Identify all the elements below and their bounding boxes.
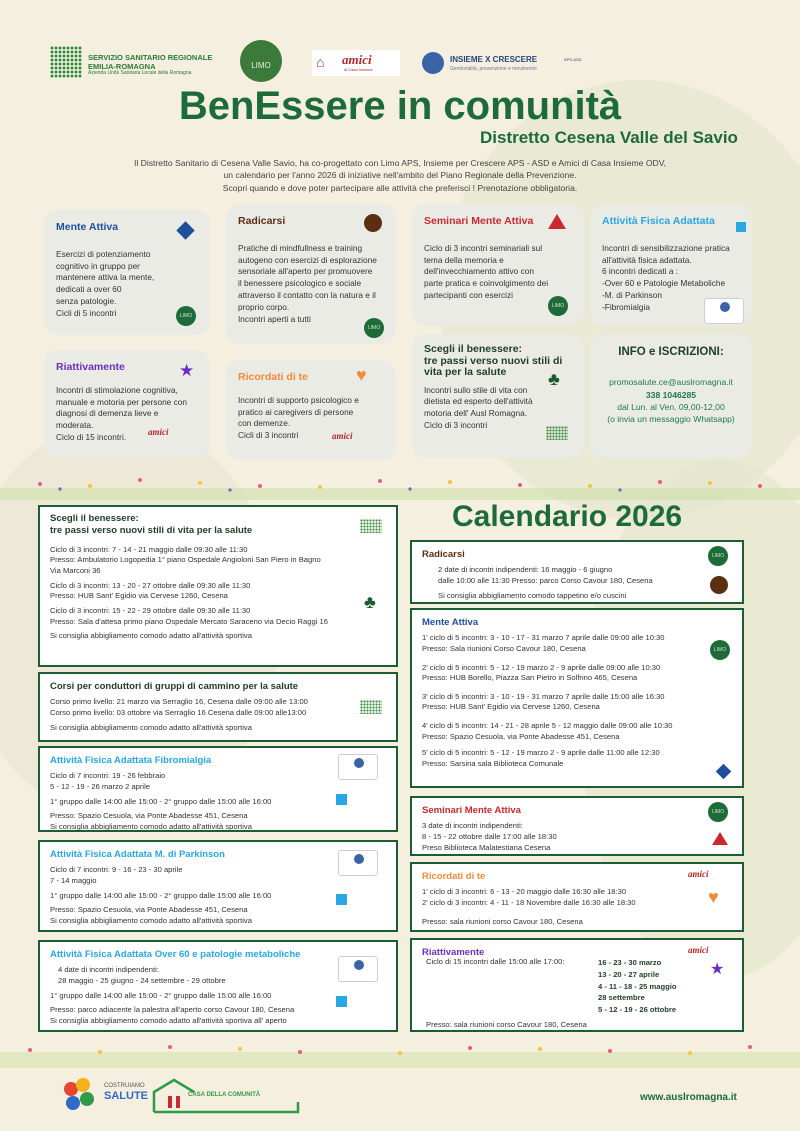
clover-icon: ♣: [364, 592, 376, 612]
square-icon: [336, 794, 347, 805]
casa-comunita-logo: [152, 1078, 302, 1118]
card-info: [590, 334, 752, 458]
limo-logo: [240, 40, 282, 82]
schedule-row: 1° gruppo dalle 14:00 alle 15:00 - 2° gruppo dalle 15:00 alle 16:00: [50, 796, 272, 806]
cal-mente-attiva: [410, 608, 744, 788]
limo-logo: LIMO: [710, 640, 730, 660]
cal-scegli: [38, 505, 398, 667]
schedule-row: 5' ciclo di 5 incontri: 5 - 12 - 19 marzo 2 - 9 aprile dalle 11:00 alle 12:30 Presso: Sarsina sala Biblioteca Comunale: [422, 748, 660, 768]
box-title: Radicarsi: [422, 549, 465, 560]
card-scegli: [412, 334, 584, 458]
card-body: Incontri di sensibilizzazione pratica all'attività fisica adattata. 6 incontri dedicati a : -Over 60 e Patologie Metaboliche -M. di Parkinson -Fibromialgia: [602, 242, 730, 312]
schedule-row: Corso primo livello: 21 marzo via Serraglio 16, Cesena dalle 09:00 alle 13:00 Corso primo livello: 03 ottobre via Serraglio 16 Cesena dalle 09:00 alle13:00: [50, 697, 308, 717]
amici-sub: di Casa Insieme: [344, 67, 373, 72]
schedule-row: 2' ciclo di 5 incontri: 5 - 12 - 19 marzo 2 - 9 aprile dalle 09:00 alle 10:30 Presso: HUB Borello, Piazza San Pietro in Solfrino 465, Cesena: [422, 662, 661, 683]
info-email[interactable]: promosalute.ce@auslromagna.it: [609, 377, 733, 388]
schedule-row: 4' ciclo di 5 incontri: 14 - 21 - 28 aprile 5 - 12 maggio dalle 09:00 alle 10:30 Presso: Spazio Cesuola, via Ponte Abadesse 451, Cesena: [422, 721, 673, 741]
card-title: Ricordati di te: [238, 371, 309, 383]
info-phone[interactable]: 338 1046285: [645, 389, 697, 400]
card-body: Pratiche di mindfullness e training autogeno con esercizi di esplorazione sensoriale all'aperto per promuovere il benessere psicologico e sociale attraverso il contatto con la natura e il proprio corpo. Incontri aperti a tutti: [238, 242, 377, 324]
schedule-row: 1' ciclo di 5 incontri: 3 - 10 - 17 - 31 marzo 7 aprile dalle 09:00 alle 10:30 Presso: Sala riunioni Corso Cavour 180, Cesena: [422, 633, 665, 653]
schedule-row: Si consiglia abbigliamento comodo tappetino e/o cuscini: [438, 590, 627, 600]
limo-logo: LIMO: [548, 296, 568, 316]
cal-parkinson: [38, 840, 398, 932]
limo-logo: LIMO: [364, 318, 384, 338]
schedule-row: 1' ciclo di 3 incontri: 6 - 13 - 20 maggio dalle 16:30 alle 18:30 2' ciclo di 3 incontri: 4 - 11 - 18 Novembre dalle 16:30 alle 18:30: [422, 887, 636, 907]
insieme-logo: [338, 850, 378, 876]
ssr-logo-text: [88, 54, 212, 77]
cal-riattivamente: [410, 938, 744, 1032]
triangle-icon: [548, 214, 566, 229]
info-title: INFO e ISCRIZIONI:: [618, 346, 724, 358]
schedule-row: Si consiglia abbigliamento comodo adatto all'attività sportiva: [50, 722, 252, 732]
schedule-row: 3 date di incontri indipendenti: 8 - 15 - 22 ottobre dalle 17:00 alle 18:30 Preso Biblioteca Malatestiana Cesena: [422, 821, 557, 852]
heart-icon: ♥: [708, 887, 719, 907]
square-icon: [336, 894, 347, 905]
schedule-row: 1° gruppo dalle 14:00 alle 15:00 - 2° gruppo dalle 15:00 alle 16:00: [50, 890, 272, 900]
insieme-name: INSIEME X CRESCERE: [450, 55, 538, 64]
box-title: Scegli il benessere: tre passi verso nuovi stili di vita per la salute: [50, 513, 253, 536]
insieme-logo: [338, 754, 378, 780]
dot-grid-icon: [360, 700, 382, 714]
box-title: Ricordati di te: [422, 871, 486, 882]
costruiamo-label: COSTRUIAMO: [104, 1083, 145, 1089]
limo-logo: LIMO: [708, 546, 728, 566]
card-afa: [590, 204, 752, 326]
ssr-line2: EMILIA-ROMAGNA: [88, 61, 156, 71]
card-title: Mente Attiva: [56, 221, 119, 233]
schedule-row: 1° gruppo dalle 14:00 alle 15:00 - 2° gruppo dalle 15:00 alle 16:00: [50, 990, 272, 1000]
card-body: Ciclo di 3 incontri seminariali sul tema della memoria e dell'invecchiamento attivo con parte pratica e coinvolgimento dei partecipanti con esercizi: [424, 242, 549, 301]
schedule-row: Ciclo di 3 incontri: 7 - 14 - 21 maggio dalle 09:30 alle 11:30 Presso: Ambulatorio Logopedia 1° piano Ospedale Angioloni San Piero in Bagno Via Marconi 36: [50, 544, 321, 575]
limo-logo: LIMO: [708, 802, 728, 822]
box-title: Attività Fisica Adattata Over 60 e patologie metaboliche: [50, 949, 301, 960]
schedule-row: 3' ciclo di 5 incontri: 3 - 10 - 19 - 31 marzo 7 aprile dalle 15:00 alle 16:30 Presso: HUB Sant' Egidio via Cervese 1260, Cesena: [422, 691, 665, 712]
costruiamo-salute-logo: [60, 1076, 100, 1116]
schedule-row: Ciclo di 3 incontri: 15 - 22 - 29 ottobre dalle 09:30 alle 11:30 Presso: Sala d'attesa primo piano Ospedale Mercato Saraceno via Decio Raggi 16: [50, 605, 328, 626]
limo-label: LIMO: [251, 61, 271, 70]
ssr-line3: Azienda Unità Sanitaria Locale della Romagna: [88, 70, 192, 77]
box-title: Attività Fisica Adattata M. di Parkinson: [50, 849, 225, 860]
card-title: Scegli il benessere: tre passi verso nuovi stili di vita per la salute: [424, 343, 563, 379]
cal-corsi: [38, 672, 398, 742]
schedule-row: Presso: sala riunioni corso Cavour 180, Cesena: [422, 916, 583, 926]
amici-name: amici: [342, 52, 372, 67]
star-icon: ★: [179, 361, 195, 380]
dot-grid-icon: [546, 426, 568, 440]
schedule-row: 2 date di incontri indipendenti: 16 maggio - 6 giugno dalle 10:00 alle 11:30 Presso: parco Corso Cavour 180, Cesena: [438, 565, 653, 585]
card-radicarsi: [226, 204, 396, 344]
box-title: Seminari Mente Attiva: [422, 805, 521, 816]
amici-logo: amici: [332, 431, 353, 441]
schedule-row: Ciclo di 3 incontri: 13 - 20 - 27 ottobre dalle 09:30 alle 11:30 Presso: HUB Sant' Egidio via Cervese 1260, Cesena: [50, 580, 251, 601]
info-whatsapp: (o invia un messaggio Whatsapp): [607, 413, 735, 424]
card-seminari: [412, 204, 584, 326]
card-title: Riattivamente: [56, 361, 125, 373]
schedule-row: Si consiglia abbigliamento comodo adatto all'attività sportiva: [50, 631, 252, 641]
schedule-row: Ciclo di 7 incontri: 19 - 26 febbraio 5 - 12 - 19 - 26 marzo 2 aprile: [50, 771, 166, 791]
info-hours: dal Lun. al Ven. 09,00-12,00: [617, 401, 725, 412]
square-icon: [336, 996, 347, 1007]
card-body: Incontri di stimolazione cognitiva, manuale e motoria per persone con diagnosi di demenza lieve e moderata. Ciclo di 15 incontri.: [56, 384, 187, 443]
flower-meadow: [0, 470, 800, 500]
amici-logo: [312, 50, 400, 76]
flower-meadow-bottom: [0, 1038, 800, 1068]
triangle-icon: [712, 832, 728, 845]
amici-logo: amici: [688, 869, 709, 879]
cal-fibromialgia: [38, 746, 398, 832]
square-icon: [736, 222, 746, 232]
insieme-suffix: APS-ASD: [564, 57, 582, 62]
cal-over60: [38, 940, 398, 1032]
cal-radicarsi: [410, 540, 744, 604]
schedule-dates: 16 - 23 - 30 marzo 13 - 20 - 27 aprile 4 - 11 - 18 - 25 maggio 28 settembre 5 - 12 - 19 - 26 ottobre: [598, 958, 677, 1015]
ssr-line1: SERVIZIO SANITARIO REGIONALE: [88, 53, 213, 62]
card-riattivamente: [44, 350, 210, 458]
card-body: Incontri sullo stile di vita con dietista ed esperto dell'attività motoria dell' Ausl Romagna. Ciclo di 3 incontri: [424, 384, 533, 430]
box-title: Corsi per conduttori di gruppi di cammino per la salute: [50, 681, 299, 692]
box-title: Attività Fisica Adattata Fibromialgia: [50, 755, 212, 766]
schedule-place: Presso: sala riunioni corso Cavour 180, Cesena: [426, 1020, 587, 1029]
insieme-logo: [704, 298, 744, 324]
card-title: Attività Fisica Adattata: [602, 215, 715, 227]
box-title: Mente Attiva: [422, 617, 479, 628]
card-body: Incontri di supporto psicologico e pratico ai caregivers di persone con demenze. Cicli di 3 incontri: [238, 394, 359, 441]
insieme-mark-icon: [422, 52, 444, 74]
box-title: Riattivamente: [422, 947, 485, 958]
card-ricordati: [226, 360, 396, 460]
casa-comunita-label: CASA DELLA COMUNITÀ: [188, 1092, 261, 1098]
insieme-logo: [420, 50, 590, 80]
schedule-row: Presso: Spazio Cesuola, via Ponte Abadesse 451, Cesena Si consiglia abbigliamento comodo adatto all'attività sportiva: [50, 905, 252, 925]
circle-icon: [710, 576, 728, 594]
circle-icon: [364, 214, 382, 232]
page-title: BenEssere in comunità: [178, 84, 622, 128]
card-body: Esercizi di potenziamento cognitivo in gruppo per mantenere attiva la mente, dedicati a over 60 senza patologie. Cicli di 5 incontri: [56, 248, 155, 318]
star-icon: ★: [710, 961, 725, 978]
amici-logo: amici: [688, 945, 709, 955]
schedule-row: Presso: parco adiacente la palestra all'aperto corso Cavour 180, Cesena Si consiglia abbigliamento comodo adatto all'attività sportiva all' aperto: [50, 1005, 295, 1025]
salute-label: SALUTE: [104, 1090, 148, 1102]
cal-seminari: [410, 796, 744, 856]
website-link[interactable]: www.auslromagna.it: [640, 1092, 737, 1103]
ssr-logo-icon: [50, 46, 82, 78]
insieme-logo: [338, 956, 378, 982]
intro-text: Il Distretto Sanitario di Cesena Valle Savio, ha co-progettato con Limo APS, Insieme per Crescere APS - ASD e Amici di Casa Insieme ODV, un calendario per l'anno 2026 di iniziative nell'ambito del Piano Regionale della Prevenzione. Scopri quando e dove poter partecipare alle attività che preferisci ! Prenotazione obbligatoria.: [133, 158, 667, 193]
schedule-row: Presso: Spazio Cesuola, via Ponte Abadesse 451, Cesena Si consiglia abbigliamento comodo adatto all'attività sportiva: [50, 811, 252, 831]
card-title: Radicarsi: [238, 215, 286, 227]
schedule-row: Ciclo di 7 incontri: 9 - 16 - 23 - 30 aprile 7 - 14 maggio: [50, 865, 183, 885]
schedule-row: 4 date di incontri indipendenti: 28 maggio - 25 giugno - 24 settembre - 29 ottobre: [58, 965, 226, 985]
amici-logo: amici: [148, 427, 169, 437]
cal-ricordati: [410, 862, 744, 932]
card-title: Seminari Mente Attiva: [424, 215, 534, 227]
schedule-lead: Ciclo di 15 incontri dalle 15:00 alle 17:00:: [426, 957, 565, 966]
house-icon: ⌂: [316, 54, 325, 70]
heart-icon: ♥: [356, 365, 367, 385]
insieme-tagline: Genitorialità, prevenzione e movimento: [450, 66, 537, 72]
limo-logo: LIMO: [176, 306, 196, 326]
card-mente-attiva: [44, 210, 210, 335]
dot-grid-icon: [360, 519, 382, 533]
page-subtitle: Distretto Cesena Valle del Savio: [480, 128, 738, 147]
clover-icon: ♣: [548, 369, 560, 389]
calendar-title: Calendario 2026: [452, 500, 683, 533]
